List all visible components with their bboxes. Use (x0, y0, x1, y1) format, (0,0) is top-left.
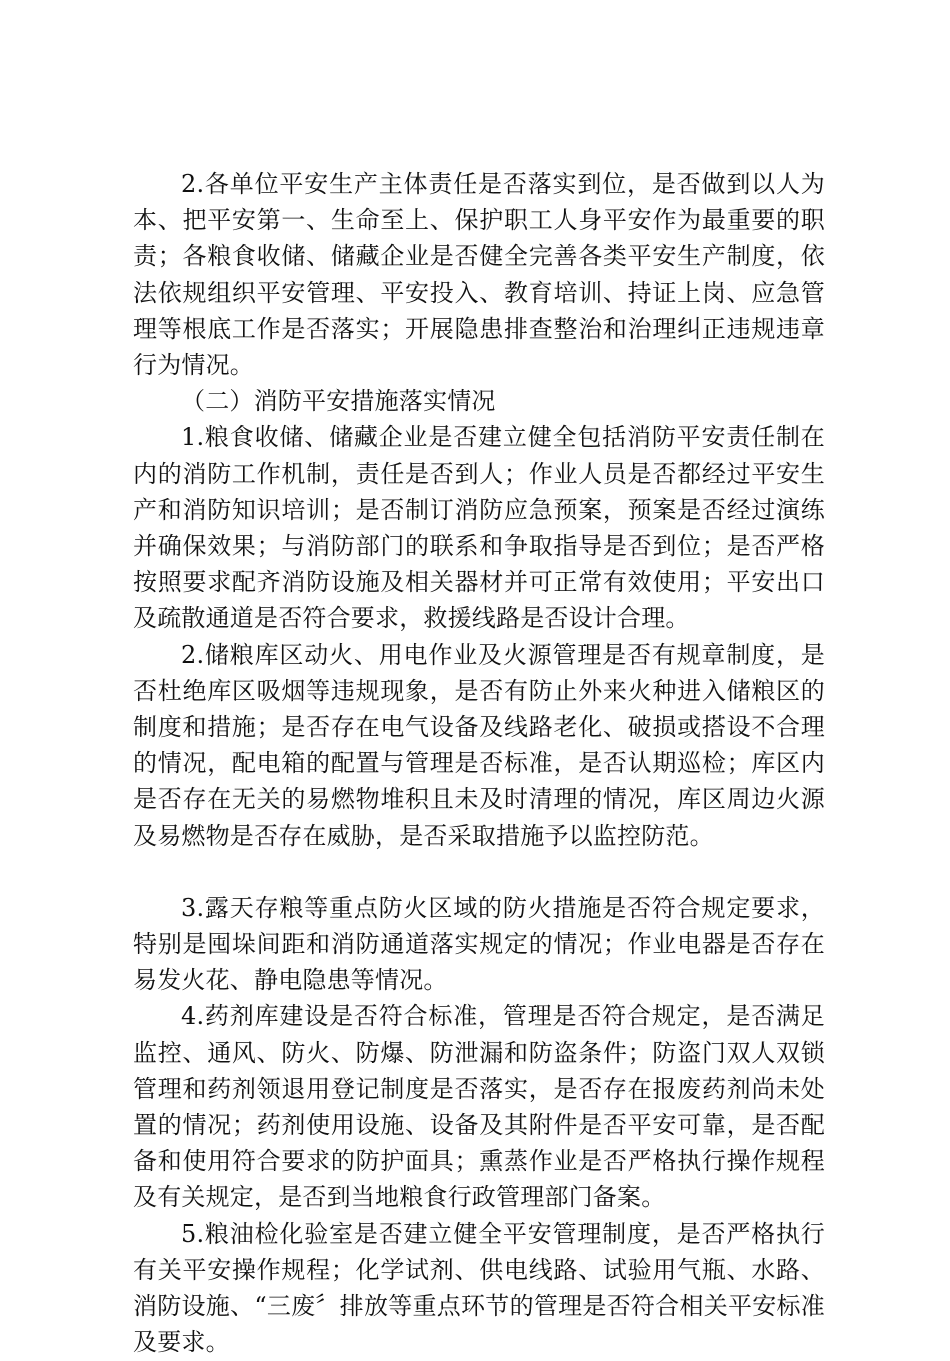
paragraph-item-2: 2.各单位平安生产主体责任是否落实到位，是否做到以人为本、把平安第一、生命至上、保护职工人身平安作为最重要的职责；各粮食收储、储藏企业是否健全完善各类平安生产制度，依法依规组织平安管理、平安投入、教育培训、持证上岗、应急管理等根底工作是否落实；开展隐患排查整治和治理纠正违规违章行为情况。 (133, 170, 825, 380)
paragraph-spacer (133, 854, 825, 890)
paragraph-item-2-storage-area: 2.储粮库区动火、用电作业及火源管理是否有规章制度，是否杜绝库区吸烟等违规现象，是否有防止外来火种进入储粮区的制度和措施；是否存在电气设备及线路老化、破损或搭设不合理的情况，配电箱的配置与管理是否标准，是否认期巡检；库区内是否存在无关的易燃物堆积且未及时清理的情况，库区周边火源及易燃物是否存在威胁，是否采取措施予以监控防范。 (133, 640, 825, 850)
paragraph-item-3: 3.露天存粮等重点防火区域的防火措施是否符合规定要求，特别是囤垛间距和消防通道落实规定的情况；作业电器是否存在易发火花、静电隐患等情况。 (133, 893, 825, 995)
document-body (133, 166, 825, 1361)
section-heading-fire-safety: （二）消防平安措施落实情况 (181, 387, 496, 416)
paragraph-item-5: 5.粮油检化验室是否建立健全平安管理制度，是否严格执行有关平安操作规程；化学试剂、供电线路、试验用气瓶、水路、消防设施、“三废〞排放等重点环节的管理是否符合相关平安标准及要求。 (133, 1219, 825, 1357)
paragraph-item-1: 1.粮食收储、储藏企业是否建立健全包括消防平安责任制在内的消防工作机制，责任是否到人；作业人员是否都经过平安生产和消防知识培训；是否制订消防应急预案，预案是否经过演练并确保效果；与消防部门的联系和争取指导是否到位；是否严格按照要求配齐消防设施及相关器材并可正常有效使用；平安出口及疏散通道是否符合要求，救援线路是否设计合理。 (133, 423, 825, 633)
paragraph-item-4: 4.药剂库建设是否符合标准，管理是否符合规定，是否满足监控、通风、防火、防爆、防泄漏和防盗条件；防盗门双人双锁管理和药剂领退用登记制度是否落实，是否存在报废药剂尚未处置的情况；药剂使用设施、设备及其附件是否平安可靠，是否配备和使用符合要求的防护面具；熏蒸作业是否严格执行操作规程及有关规定，是否到当地粮食行政管理部门备案。 (133, 1002, 825, 1212)
